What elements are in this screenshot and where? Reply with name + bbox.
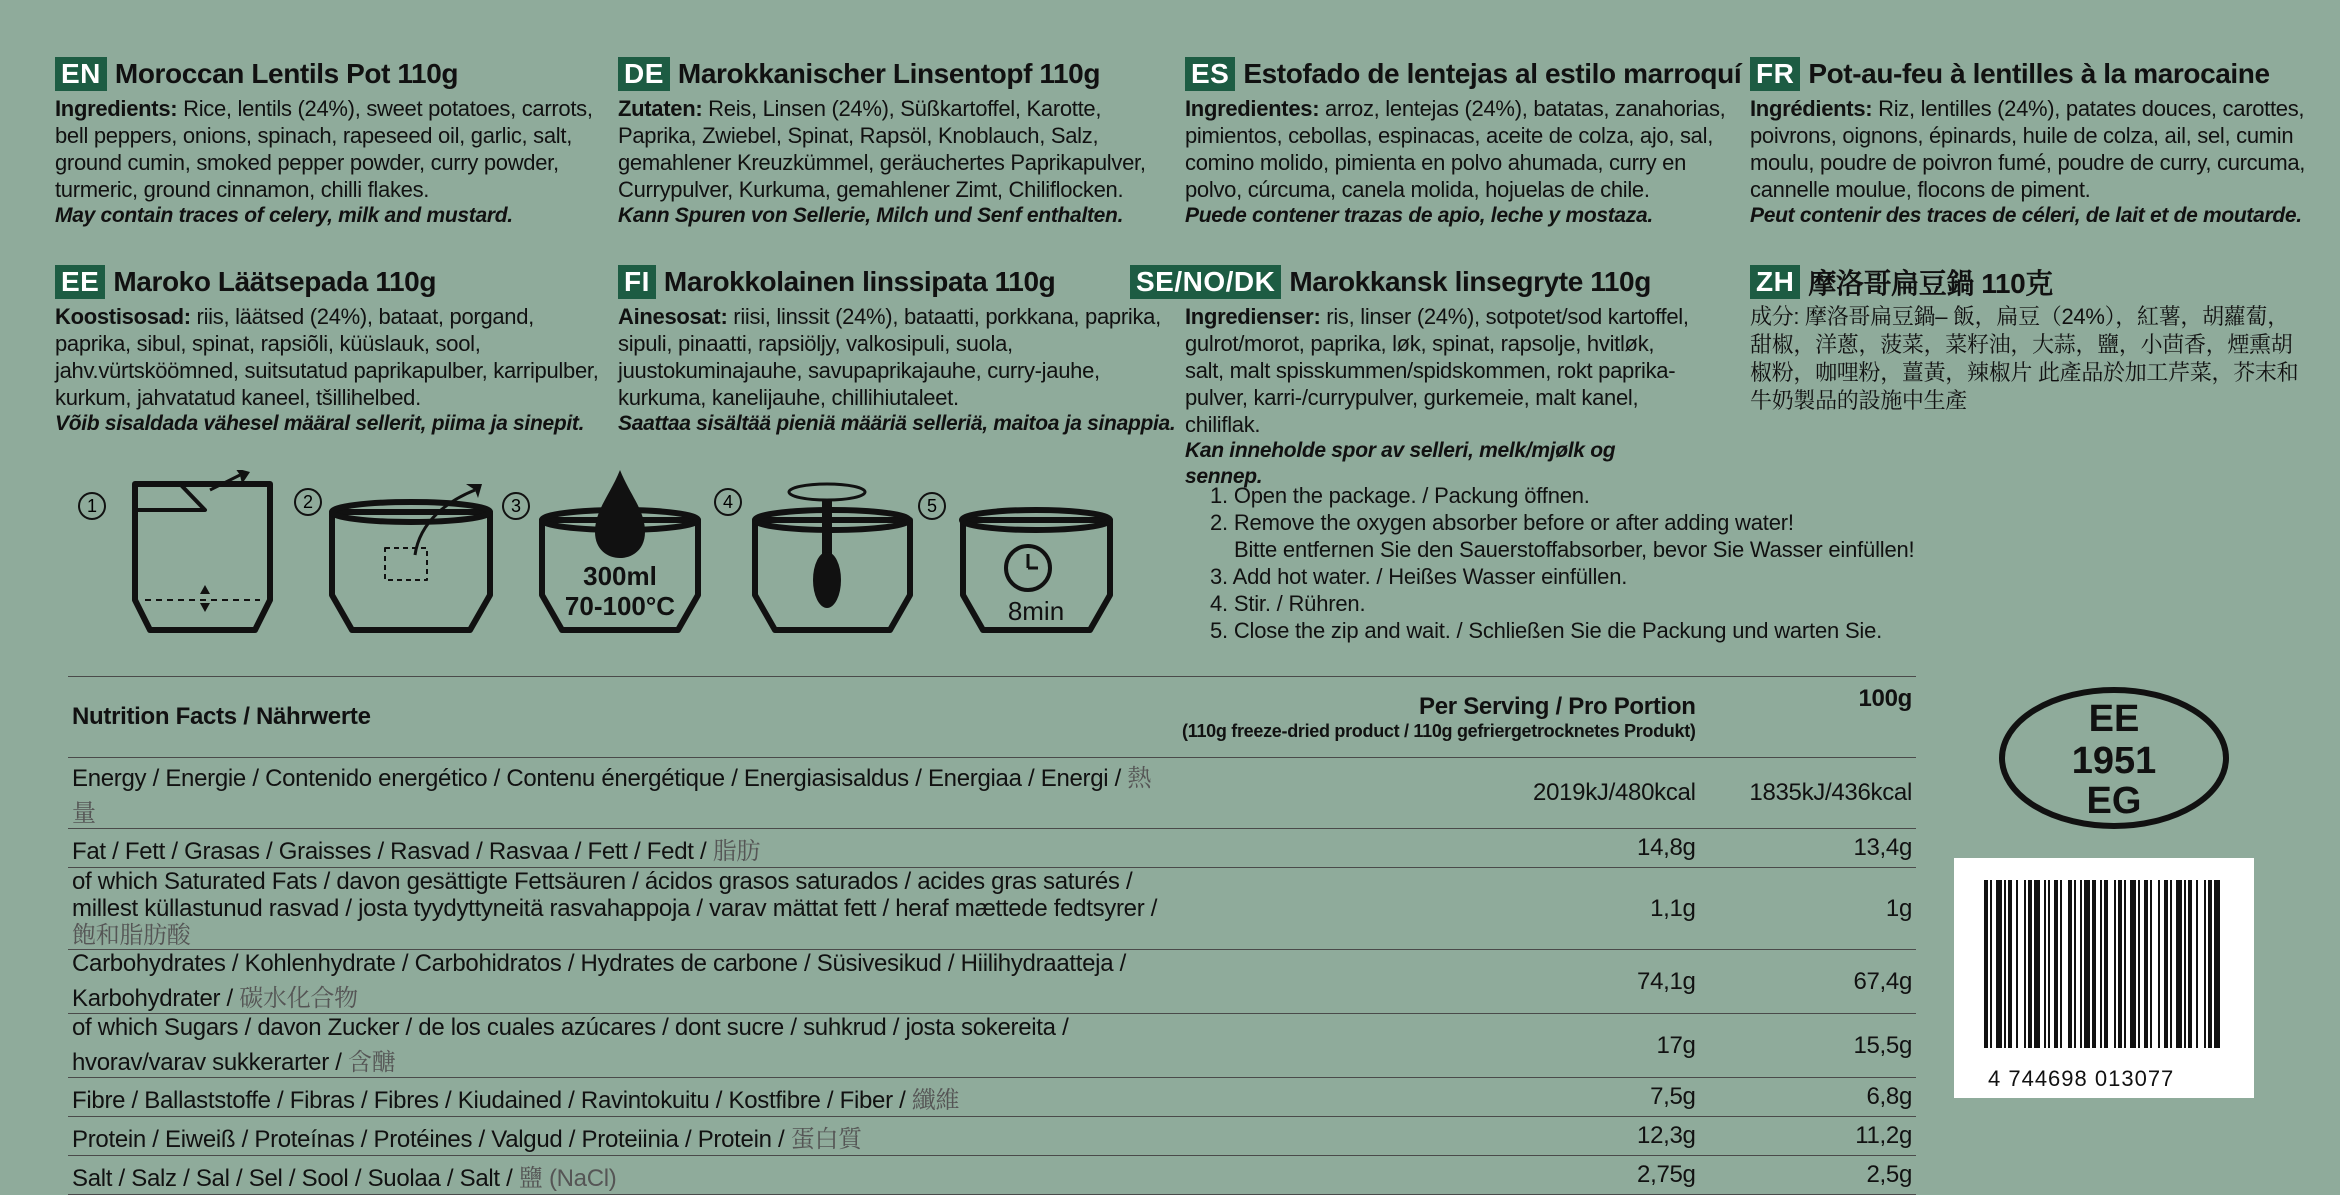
barcode-bar xyxy=(2024,880,2026,1048)
per-serving-value: 74,1g xyxy=(1178,950,1700,1014)
nutrition-title: Nutrition Facts / Nährwerte xyxy=(68,677,1178,758)
nutrient-name xyxy=(68,1078,1178,1117)
ingredients-label: Ingredienser: xyxy=(1185,304,1321,329)
nutrient-label: Carbohydrates / Kohlenhydrate / Carbohidratos / Hydrates de carbone / Süsivesikud / Hiilihydraatteja / Karbohydrater / xyxy=(72,950,1126,1012)
nutrient-label: Fibre / Ballaststoffe / Fibras / Fibres / Kiudained / Ravintokuitu / Kostfibre / Fiber / xyxy=(72,1086,912,1114)
barcode-bar xyxy=(2028,880,2032,1048)
product-title: Marokkansk linsegryte 110g xyxy=(1289,266,1651,297)
language-badge: EN xyxy=(55,57,107,91)
allergen-trace: Peut contenir des traces de céleri, de lait et de moutarde. xyxy=(1750,204,2302,227)
ingredients-text: riis, läätsed (24%), bataat, porgand, paprika, sibul, spinat, rapsiõli, küüslauk, sool, jahv.vürtsköömned, suitsutatud paprikapulber, karripulber, kurkum, jahvatatud kaneel, tšillihelbed. xyxy=(55,304,599,410)
barcode-bar xyxy=(2188,880,2192,1048)
barcode-bar xyxy=(1990,880,1992,1048)
nutrient-label: Protein / Eiweiß / Proteínas / Protéines / Valgud / Proteiinia / Protein / xyxy=(72,1125,791,1153)
allergen-trace: Saattaa sisältää pieniä määriä selleriä, maitoa ja sinappia. xyxy=(618,412,1176,435)
barcode-bar xyxy=(2100,880,2102,1048)
step-number: 3 xyxy=(510,496,522,516)
ingredients-block-fr xyxy=(1750,55,2310,229)
per-100g-value: 2,5g xyxy=(1700,1156,1916,1195)
ec-number: 1951 xyxy=(2071,740,2157,782)
barcode-number: 4 744698 013077 xyxy=(1988,1066,2175,1091)
per-100g-value: 67,4g xyxy=(1700,950,1916,1014)
language-badge: EE xyxy=(55,265,105,299)
barcode-bar xyxy=(2164,880,2168,1048)
barcode-bar xyxy=(2208,880,2212,1048)
per-serving-label: Per Serving / Pro Portion xyxy=(1419,692,1696,720)
instruction-line: 3. Add hot water. / Heißes Wasser einfüllen. xyxy=(1210,564,1628,589)
ingredients-body xyxy=(1130,303,1690,438)
step-number: 5 xyxy=(926,496,938,516)
barcode-bar xyxy=(2068,880,2072,1048)
nutrition-header-row xyxy=(68,677,1916,758)
per-serving-value: 14,8g xyxy=(1178,829,1700,868)
barcode-bar xyxy=(2092,880,2096,1048)
nutrition-row xyxy=(68,1014,1916,1078)
per-100g-value: 6,8g xyxy=(1700,1078,1916,1117)
ingredients-label: Koostisosad: xyxy=(55,304,191,329)
barcode xyxy=(1954,858,2254,1098)
per-100g-value: 1g xyxy=(1700,868,1916,950)
per-serving-value: 12,3g xyxy=(1178,1117,1700,1156)
per-serving-value: 2019kJ/480kcal xyxy=(1178,758,1700,829)
barcode-bar xyxy=(2084,880,2090,1048)
language-badge: FI xyxy=(618,265,656,299)
ingredients-block-en xyxy=(55,55,615,229)
language-badge: FR xyxy=(1750,57,1800,91)
nutrient-label-zh: 脂肪 xyxy=(712,837,761,865)
barcode-bar xyxy=(2214,880,2220,1048)
per-serving-value: 2,75g xyxy=(1178,1156,1700,1195)
ingredients-block-zh xyxy=(1750,263,2310,415)
nutrient-label-zh: 蛋白質 xyxy=(790,1125,862,1153)
ingredients-block-de xyxy=(618,55,1178,229)
language-badge: ES xyxy=(1185,57,1235,91)
barcode-bar xyxy=(2054,880,2058,1048)
preparation-steps-svg xyxy=(70,470,1130,650)
language-badge: DE xyxy=(618,57,670,91)
nutrition-row xyxy=(68,868,1916,950)
step-number: 1 xyxy=(86,496,98,516)
barcode-bar xyxy=(1996,880,2002,1048)
product-title: 摩洛哥扁豆鍋 110克 xyxy=(1808,268,2053,299)
barcode-bar xyxy=(2130,880,2136,1048)
barcode-bar xyxy=(2144,880,2148,1048)
allergen-trace: Puede contener trazas de apio, leche y mostaza. xyxy=(1185,204,1653,227)
nutrient-label-zh: 含醣 xyxy=(348,1049,396,1076)
water-temperature: 70-100°C xyxy=(564,591,676,621)
per-serving-value: 17g xyxy=(1178,1014,1700,1078)
ingredients-label: Ingrédients: xyxy=(1750,96,1873,121)
nutrient-label: of which Saturated Fats / davon gesättigte Fettsäuren / ácidos grasos saturados / acides gras saturés / millest küllastunud rasvad / josta tyydyttyneitä rasvahappoja / varav mättat fett / heraf mættede fedtsyrer / xyxy=(72,868,1158,922)
language-badge: SE/NO/DK xyxy=(1130,265,1281,299)
nutrient-label-zh: 熱量 xyxy=(72,765,1152,827)
product-title: Marokkanischer Linsentopf 110g xyxy=(677,58,1101,89)
per-100g-value: 13,4g xyxy=(1700,829,1916,868)
nutrition-row xyxy=(68,950,1916,1014)
step-number: 4 xyxy=(722,492,734,512)
nutrient-label: of which Sugars / davon Zucker / de los cuales azúcares / dont sucre / suhkrud / josta sokereita / hvorav/varav sukkerarter / xyxy=(72,1014,1069,1076)
ec-suffix: EG xyxy=(2086,780,2142,822)
barcode-bar xyxy=(2118,880,2122,1048)
ec-oval xyxy=(1996,683,2232,833)
barcode-bar xyxy=(2176,880,2182,1048)
barcode-bar xyxy=(2158,880,2160,1048)
step-number: 2 xyxy=(302,492,314,512)
product-title: Pot-au-feu à lentilles à la marocaine xyxy=(1808,58,2270,89)
preparation-icons xyxy=(70,470,1130,650)
barcode-bar xyxy=(2196,880,2198,1048)
ingredients-block-es xyxy=(1185,55,1745,229)
ingredients-text: Rice, lentils (24%), sweet potatoes, carrots, bell peppers, onions, spinach, rapeseed oil, garlic, salt, ground cumin, smoked pepper powder, curry powder, turmeric, ground cinnamon, chilli flakes. xyxy=(55,96,593,202)
nutrient-name xyxy=(68,1014,1178,1078)
barcode-bar xyxy=(2048,880,2050,1048)
instruction-line: 1. Open the package. / Packung öffnen. xyxy=(1210,483,1590,508)
nutrient-name xyxy=(68,1156,1178,1195)
ec-country: EE xyxy=(2088,698,2140,740)
barcode-bar xyxy=(2016,880,2018,1048)
barcode-bar xyxy=(2184,880,2186,1048)
ingredients-body xyxy=(55,303,615,411)
instruction-line: Bitte entfernen Sie den Sauerstoffabsorber, bevor Sie Wasser einfüllen! xyxy=(1234,537,1915,562)
nutrient-name xyxy=(68,950,1178,1014)
barcode-bar xyxy=(2104,880,2108,1048)
nutrition-row xyxy=(68,1078,1916,1117)
ingredients-body xyxy=(618,95,1178,203)
nutrient-label-zh: 纖維 xyxy=(911,1086,960,1114)
ingredients-label: Zutaten: xyxy=(618,96,703,121)
barcode-bar xyxy=(2150,880,2152,1048)
per-serving-value: 1,1g xyxy=(1178,868,1700,950)
product-title: Marokkolainen linssipata 110g xyxy=(663,266,1056,297)
barcode-bar xyxy=(2170,880,2172,1048)
allergen-trace: May contain traces of celery, milk and mustard. xyxy=(55,204,513,227)
barcode-bar xyxy=(2114,880,2116,1048)
instruction-line: 4. Stir. / Rühren. xyxy=(1210,591,1366,616)
per-serving-value: 7,5g xyxy=(1178,1078,1700,1117)
ingredients-label: Ainesosat: xyxy=(618,304,728,329)
product-title: Maroko Läätsepada 110g xyxy=(113,266,437,297)
per-serving-header xyxy=(1178,677,1700,758)
nutrient-name xyxy=(68,829,1178,868)
per-100g-value: 15,5g xyxy=(1700,1014,1916,1078)
nutrient-label-zh: 飽和脂肪酸 xyxy=(72,922,191,949)
barcode-bar xyxy=(2008,880,2012,1048)
product-title: Moroccan Lentils Pot 110g xyxy=(114,58,459,89)
barcode-bars xyxy=(1954,858,2254,1068)
barcode-bar xyxy=(2060,880,2062,1048)
nutrition-row xyxy=(68,758,1916,829)
per-100g-header: 100g xyxy=(1700,677,1916,758)
ingredients-block-se-no-dk xyxy=(1130,263,1690,490)
barcode-bar xyxy=(2204,880,2206,1048)
wait-time: 8min xyxy=(1007,596,1065,626)
nutrition-table xyxy=(68,676,1916,1195)
nutrient-label-zh: 鹽 (NaCl) xyxy=(518,1164,617,1192)
barcode-bar xyxy=(2044,880,2046,1048)
nutrition-row xyxy=(68,1117,1916,1156)
nutrition-row xyxy=(68,829,1916,868)
barcode-bar xyxy=(2080,880,2082,1048)
nutrient-name xyxy=(68,1117,1178,1156)
allergen-trace: Kan inneholde spor av selleri, melk/mjølk og sennep. xyxy=(1185,439,1616,488)
ingredients-body xyxy=(55,95,615,203)
ingredients-block-ee xyxy=(55,263,615,437)
ingredients-text: arroz, lentejas (24%), batatas, zanahorias, pimientos, cebollas, espinacas, aceite de colza, ajo, sal, comino molido, pimienta en polvo ahumada, curry en polvo, cúrcuma, canela molida, hojuelas de chile. xyxy=(1185,96,1726,202)
barcode-bar xyxy=(2124,880,2126,1048)
barcode-bar xyxy=(2004,880,2006,1048)
ingredients-text: riisi, linssit (24%), bataatti, porkkana, paprika, sipuli, pinaatti, rapsiöljy, valkosipuli, suola, juustokuminajauhe, savupaprikajauhe, curry-jauhe, kurkuma, kanelijauhe, chillihiutaleet. xyxy=(618,304,1161,410)
ingredients-text: Reis, Linsen (24%), Süßkartoffel, Karotte, Paprika, Zwiebel, Spinat, Rapsöl, Knoblauch, Salz, gemahlener Kreuzkümmel, geräuchertes Paprikapulver, Currypulver, Kurkuma, gemahlener Zimt, Chiliflocken. xyxy=(618,96,1146,202)
ingredients-text: Riz, lentilles (24%), patates douces, carottes, poivrons, oignons, épinards, huile de colza, ail, sel, cumin moulu, poudre de poivron fumé, poudre de curry, curcuma, cannelle moulue, flocons de piment. xyxy=(1750,96,2306,202)
language-badge: ZH xyxy=(1750,265,1800,299)
ingredients-text: ris, linser (24%), sotpotet/sod kartoffel, gulrot/morot, paprika, løk, spinat, rapsolje, hvitløk, salt, malt spisskummen/spidskommen, rokt paprika-pulver, karri-/currypulver, gurkemeie, malt kanel, chiliflak. xyxy=(1185,304,1689,437)
ingredients-body xyxy=(1750,95,2310,203)
per-serving-sublabel: (110g freeze-dried product / 110g gefriergetrocknetes Produkt) xyxy=(1182,720,1696,741)
nutrient-name xyxy=(68,758,1178,829)
ingredients-body xyxy=(618,303,1178,411)
nutrient-label-zh: 碳水化合物 xyxy=(239,985,358,1012)
nutrient-label: Energy / Energie / Contenido energético / Contenu énergétique / Energiasisaldus / Energiaa / Energi / xyxy=(72,765,1128,792)
barcode-bar xyxy=(1984,880,1988,1048)
per-100g-value: 1835kJ/436kcal xyxy=(1700,758,1916,829)
ingredients-block-fi xyxy=(618,263,1178,437)
barcode-bar xyxy=(2034,880,2040,1048)
ingredients-text: 成分: 摩洛哥扁豆鍋– 飯，扁豆（24%），紅薯，胡蘿蔔，甜椒，洋蔥，菠菜，菜籽油，大蒜，鹽，小茴香，煙熏胡椒粉，咖哩粉，薑黃，辣椒片 此產品於加工芹菜，芥末和牛奶製品的設施中生產 xyxy=(1750,304,2299,413)
nutrition-row xyxy=(68,1156,1916,1195)
nutrient-name xyxy=(68,868,1178,950)
ingredients-body xyxy=(1185,95,1745,203)
preparation-instructions xyxy=(1210,482,1914,644)
ingredients-label: Ingredientes: xyxy=(1185,96,1320,121)
per-100g-value: 11,2g xyxy=(1700,1117,1916,1156)
barcode-bar xyxy=(2138,880,2140,1048)
water-amount: 300ml xyxy=(583,561,657,591)
product-title: Estofado de lentejas al estilo marroquí xyxy=(1243,58,1742,89)
barcode-bar xyxy=(2074,880,2076,1048)
ingredients-label: Ingredients: xyxy=(55,96,178,121)
instruction-line: 2. Remove the oxygen absorber before or after adding water! xyxy=(1210,510,1794,535)
allergen-trace: Võib sisaldada vähesel määral sellerit, piima ja sinepit. xyxy=(55,412,585,435)
nutrient-label: Fat / Fett / Grasas / Graisses / Rasvad / Rasvaa / Fett / Fedt / xyxy=(72,837,713,865)
instruction-line: 5. Close the zip and wait. / Schließen Sie die Packung und warten Sie. xyxy=(1210,618,1883,643)
ingredients-body xyxy=(1750,303,2310,415)
ec-health-mark xyxy=(1996,683,2232,833)
allergen-trace: Kann Spuren von Sellerie, Milch und Senf enthalten. xyxy=(618,204,1124,227)
nutrient-label: Salt / Salz / Sal / Sel / Sool / Suolaa / Salt / xyxy=(72,1164,519,1192)
